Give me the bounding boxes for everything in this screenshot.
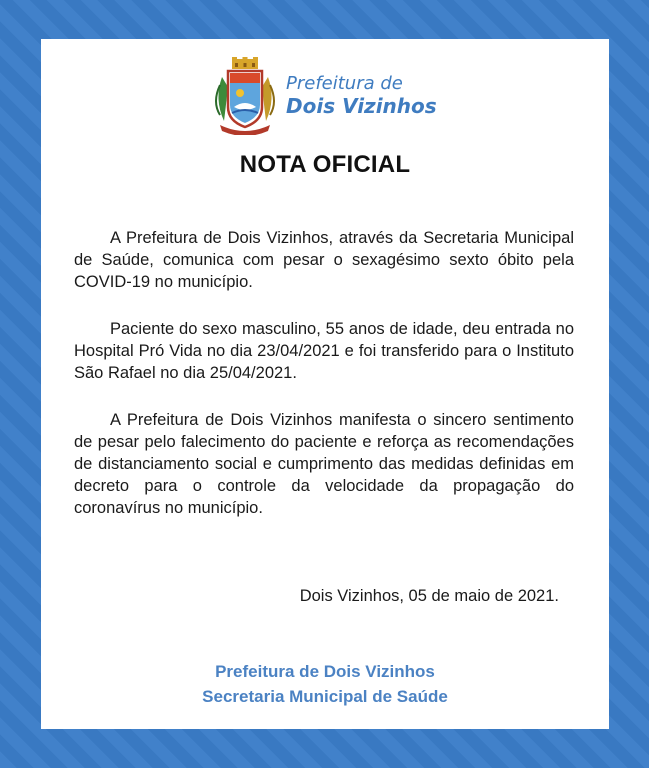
notice-card [41,39,609,729]
footer-signature [41,659,609,709]
paragraph-3: A Prefeitura de Dois Vizinhos manifesta o sincero sentimento de pesar pelo falecimento do paciente e reforça as recomendações de distanciamento social e cumprimento das medidas definidas em decreto para o controle da velocidade da propagação do coronavírus no município. [74,411,574,517]
coat-of-arms-icon [212,57,278,135]
paragraph-2: Paciente do sexo masculino, 55 anos de idade, deu entrada no Hospital Pró Vida no dia 23/04/2021 e foi transferido para o Instituto São Rafael no dia 25/04/2021. [74,320,574,382]
municipal-logo [212,57,437,135]
date-line: Dois Vizinhos, 05 de maio de 2021. [299,587,559,605]
logo-wordmark [286,74,437,118]
footer-line-1: Prefeitura de Dois Vizinhos [215,662,435,681]
logo-line-1: Prefeitura de [286,73,403,95]
logo-line-2: Dois Vizinhos [286,93,437,118]
footer-line-2: Secretaria Municipal de Saúde [202,687,448,706]
page-title: NOTA OFICIAL [239,151,411,178]
paragraph-1: A Prefeitura de Dois Vizinhos, através da Secretaria Municipal de Saúde, comunica com pesar o sexagésimo sexto óbito pela COVID-19 no município. [74,229,574,291]
